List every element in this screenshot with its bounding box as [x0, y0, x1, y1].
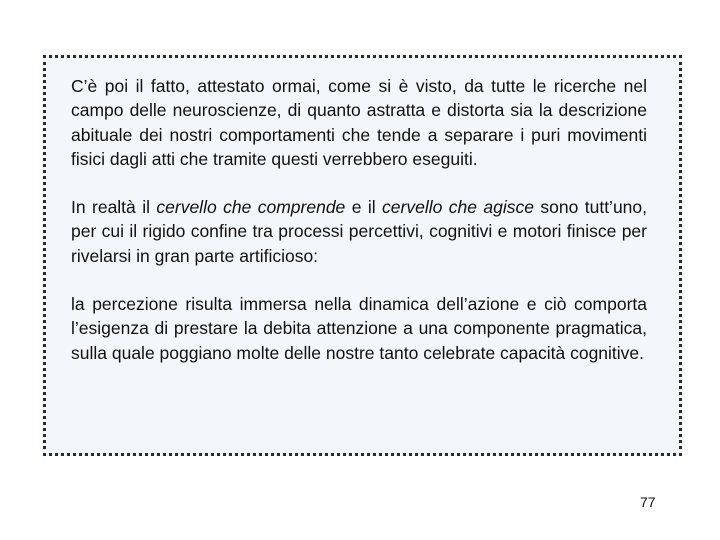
page-number: 77 [640, 494, 656, 510]
text-box [43, 55, 682, 456]
paragraph-2 [71, 195, 647, 268]
paragraph-2-text: e il [345, 197, 383, 218]
emphasis-cervello-che-comprende: cervello che comprende [156, 197, 346, 218]
paragraph-3: la percezione risulta immersa nella dinamica dell’azione e ciò comporta l’esigenza di prestare la debita attenzione a una componente pragmatica, sulla quale poggiano molte delle nostre tanto celebrate capacità cognitive. [71, 294, 647, 363]
emphasis-cervello-che-agisce: cervello che agisce [382, 197, 534, 218]
paragraph-2-text: sono tutt’uno, per cui il rigido confine tra processi percettivi, cognitivi e motori finisce per rivelarsi in gran parte artificioso: [71, 197, 648, 266]
paragraph-1: C’è poi il fatto, attestato ormai, come si è visto, da tutte le ricerche nel campo delle neuroscienze, di quanto astratta e distorta sia la descrizione abituale dei nostri comportamenti che tende a separare i puri movimenti fisici dagli atti che tramite questi verrebbero eseguiti. [71, 76, 647, 169]
paragraph-2-text: In realtà il [71, 197, 157, 218]
